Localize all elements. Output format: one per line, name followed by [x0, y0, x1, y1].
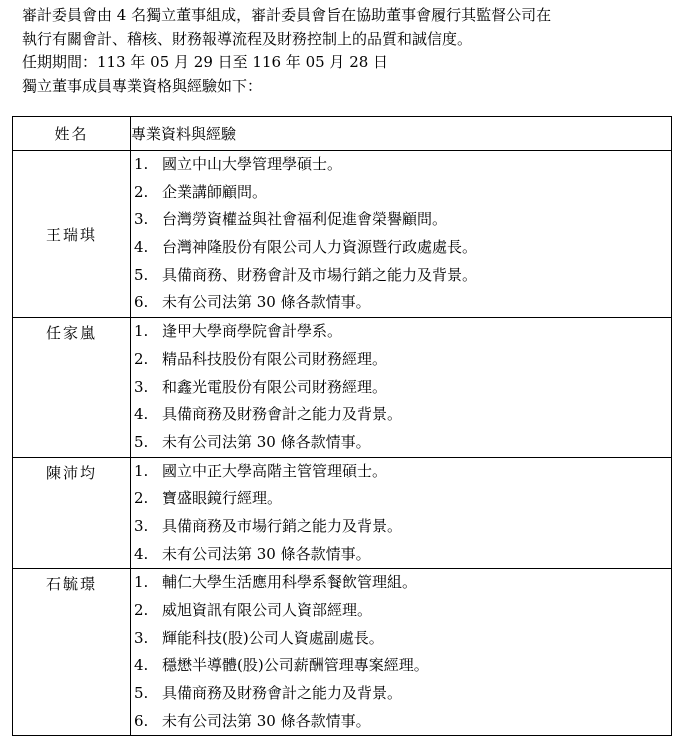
experience-item: 3. 具備商務及市場行銷之能力及背景。 [134, 516, 403, 535]
experience-item: 6. 未有公司法第 30 條各款情事。 [134, 293, 371, 312]
experience-item: 2. 企業講師顧問。 [134, 182, 268, 201]
experience-item: 3. 台灣勞資權益與社會福利促進會榮譽顧問。 [134, 210, 448, 229]
member-row [13, 457, 672, 569]
experience-item: 3. 和鑫光電股份有限公司財務經理。 [134, 377, 388, 396]
experience-item: 5. 未有公司法第 30 條各款情事。 [134, 432, 371, 451]
table-header-row [13, 117, 672, 151]
experience-item: 4. 未有公司法第 30 條各款情事。 [134, 544, 371, 563]
header-experience: 專業資料與經驗 [131, 117, 672, 151]
member-experience [131, 457, 672, 569]
experience-item: 2. 威旭資訊有限公司人資部經理。 [134, 601, 373, 619]
experience-item: 2. 寶盛眼鏡行經理。 [134, 489, 283, 508]
experience-item: 5. 具備商務及財務會計之能力及背景。 [134, 684, 403, 703]
member-name: 任家嵐 [13, 318, 131, 457]
table-caption: 獨立董事成員專業資格與經驗如下： [22, 76, 263, 95]
member-row [13, 569, 672, 736]
experience-item: 4. 具備商務及財務會計之能力及背景。 [134, 405, 403, 424]
experience-item: 2. 精品科技股份有限公司財務經理。 [134, 349, 388, 368]
intro-paragraph-line-2: 執行有關會計、稽核、財務報導流程及財務控制上的品質和誠信度。 [22, 29, 473, 48]
experience-item: 4. 穩懋半導體(股)公司薪酬管理專案經理。 [134, 656, 429, 675]
header-name: 姓名 [13, 117, 131, 151]
member-experience [131, 569, 672, 736]
experience-item: 1. 輔仁大學生活應用科學系餐飲管理組。 [134, 573, 418, 592]
experience-item: 1. 逢甲大學商學院會計學系。 [134, 322, 343, 341]
member-name: 石毓璟 [13, 569, 131, 736]
term-period: 任期期間：113 年 05 月 29 日至 116 年 05 月 28 日 [22, 53, 389, 71]
experience-item: 1. 國立中山大學管理學碩士。 [134, 155, 343, 173]
member-experience [131, 151, 672, 318]
experience-item: 6. 未有公司法第 30 條各款情事。 [134, 711, 371, 730]
member-name: 陳沛均 [13, 457, 131, 569]
intro-section [22, 4, 682, 98]
member-name: 王瑞琪 [13, 151, 131, 318]
independent-directors-table [12, 116, 672, 736]
experience-item: 5. 具備商務、財務會計及市場行銷之能力及背景。 [134, 265, 478, 284]
experience-item: 4. 台灣神隆股份有限公司人力資源暨行政處處長。 [134, 238, 478, 257]
intro-paragraph-line-1: 審計委員會由 4 名獨立董事組成，審計委員會旨在協助董事會履行其監督公司在 [22, 6, 552, 24]
member-row [13, 318, 672, 457]
member-experience [131, 318, 672, 457]
experience-item: 1. 國立中正大學高階主管管理碩士。 [134, 461, 388, 480]
member-row [13, 151, 672, 318]
experience-item: 3. 輝能科技(股)公司人資處副處長。 [134, 628, 384, 647]
